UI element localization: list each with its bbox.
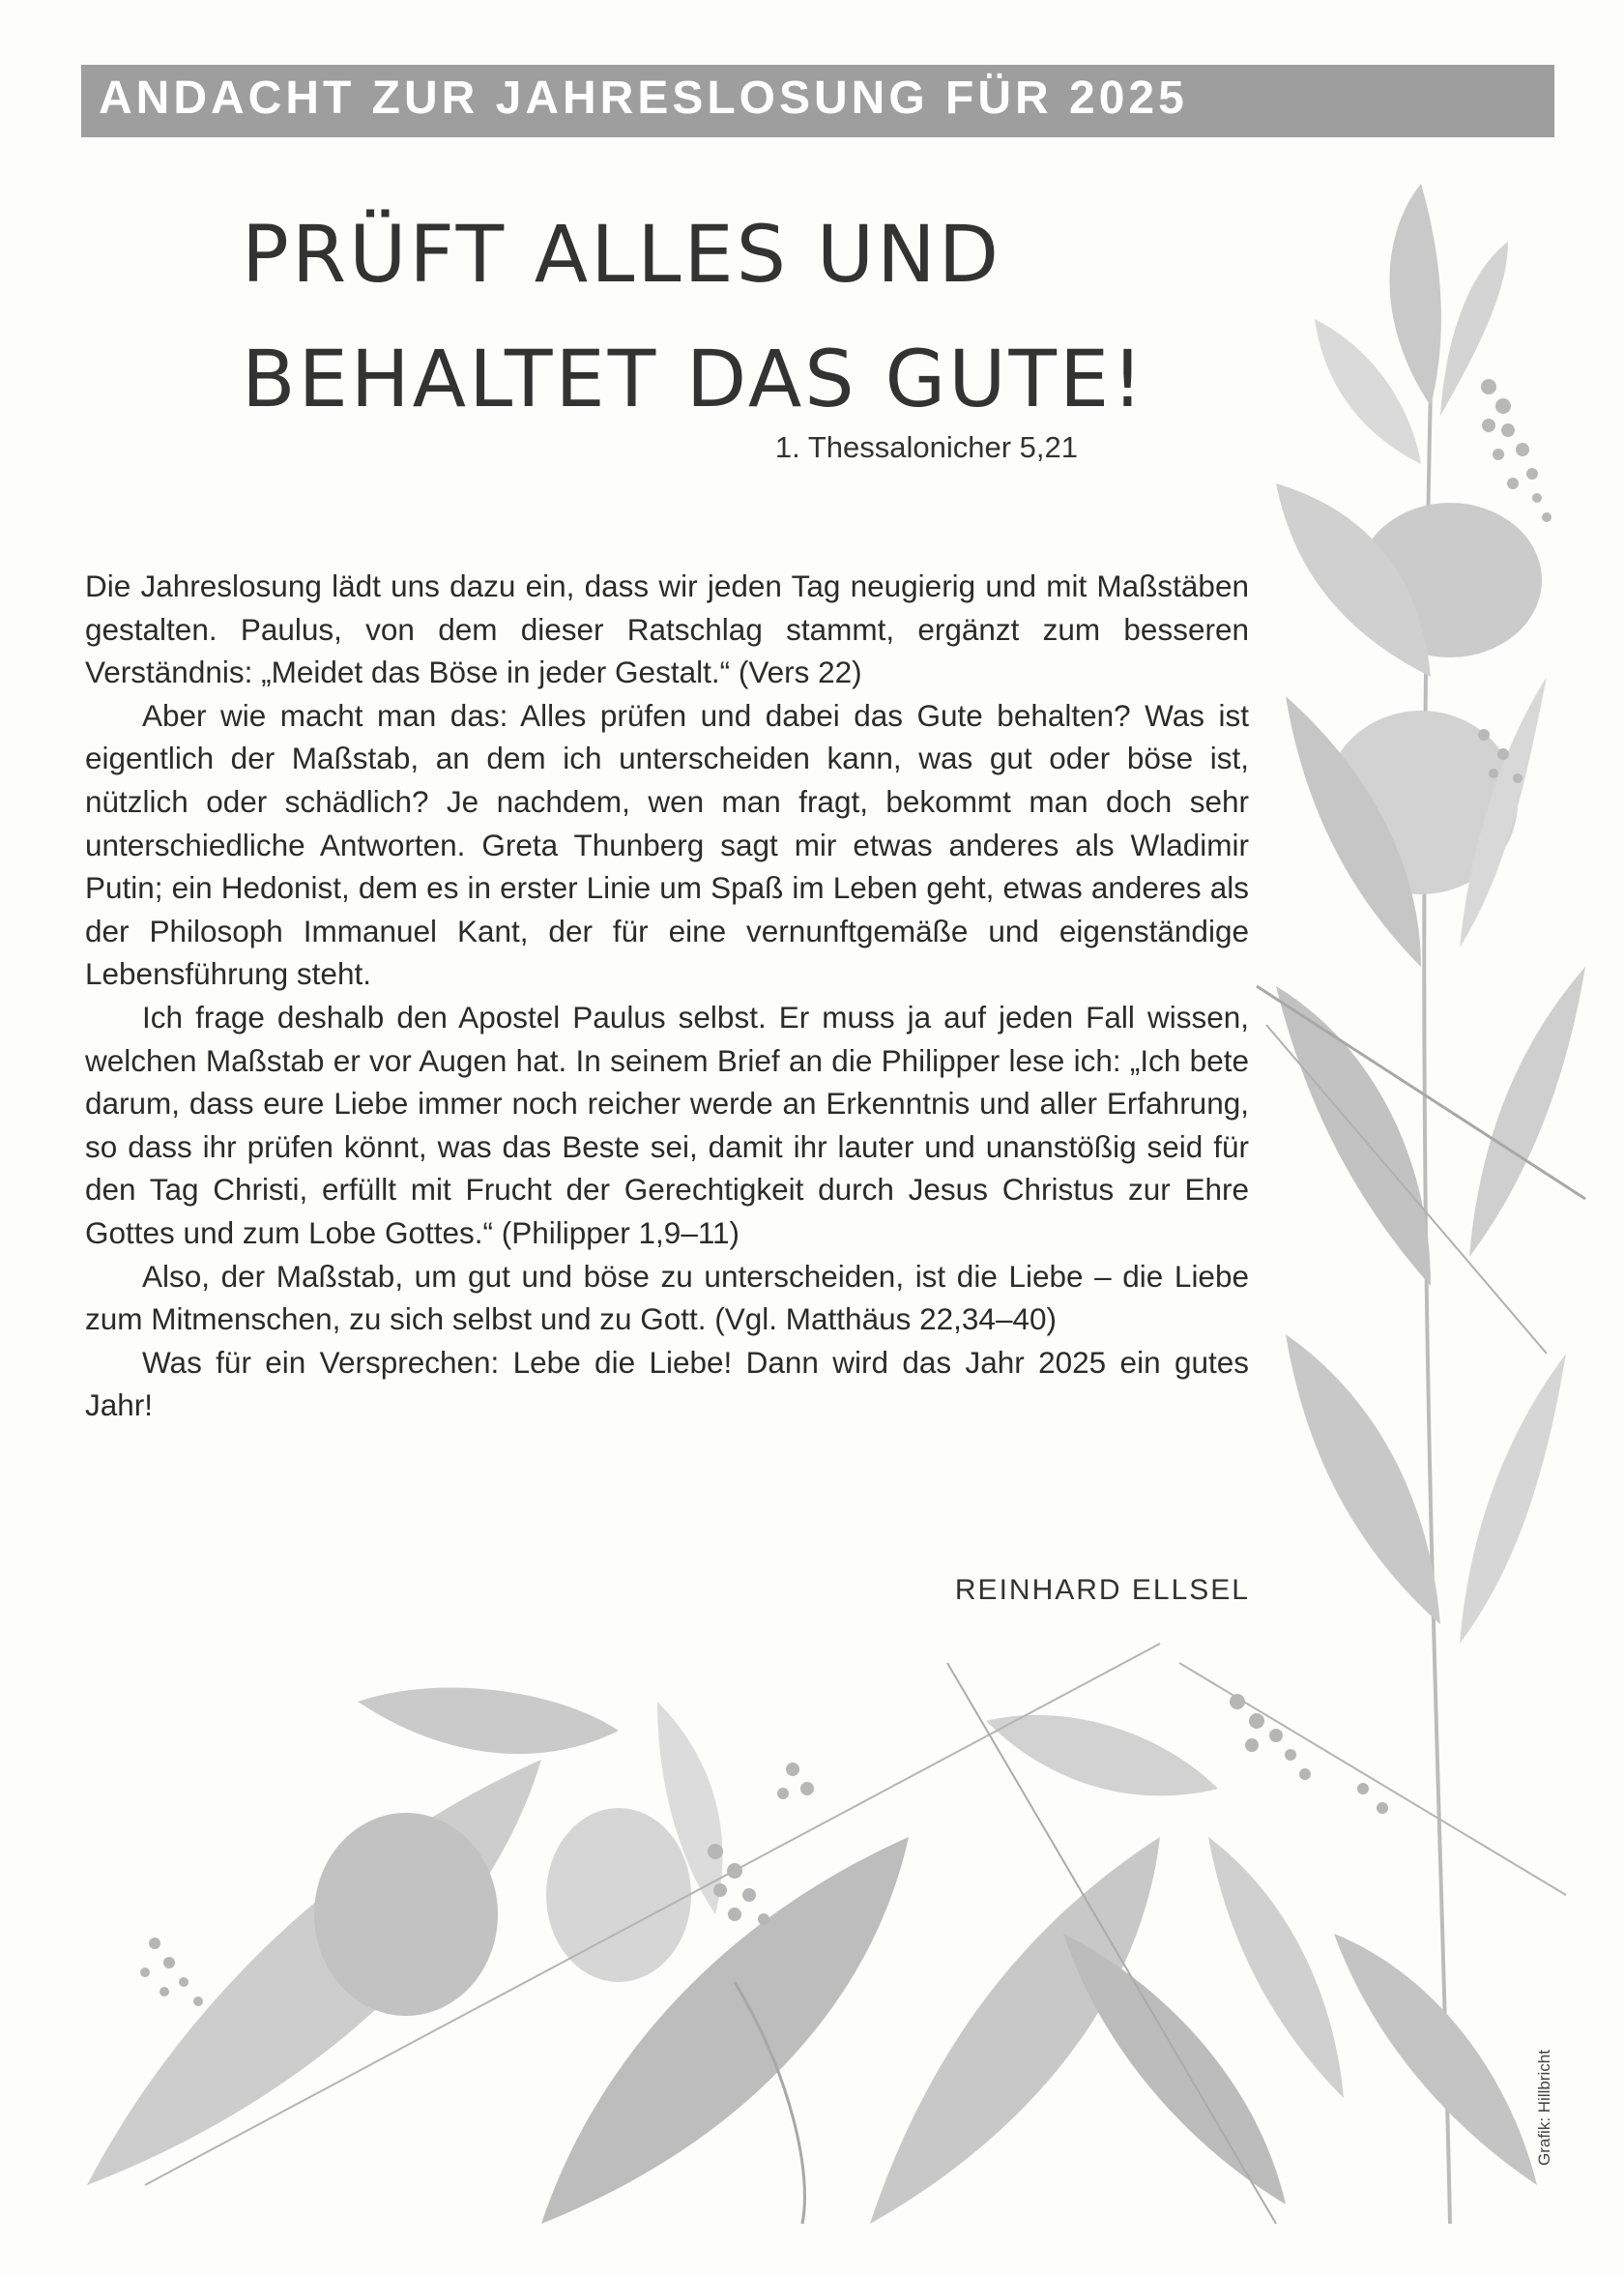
paragraph: Ich frage deshalb den Apostel Paulus selbst. Er muss ja auf jeden Fall wissen, welchen Maßstab er vor Augen hat. In seinem Brief an die Philipper lese ich: „Ich bete darum, dass eure Liebe immer noch reicher werde an Erkenntnis und aller Erfahrung, so dass ihr prüfen könnt, was das Beste sei, damit ihr lauter und unanstößig seid für den Tag Christi, erfüllt mit Frucht der Gerechtigkeit durch Jesus Christus zur Ehre Gottes und zum Lobe Gottes.“ (Philipper 1,9–11): [85, 999, 1249, 1250]
paragraph: Die Jahreslosung lädt uns dazu ein, dass wir jeden Tag neugierig und mit Maßstäben gestalten. Paulus, von dem dieser Ratschlag stammt, ergänzt zum besseren Verständnis: „Meidet das Böse in jeder Gestalt.“ (Vers 22): [85, 568, 1249, 690]
author-name: REINHARD ELLSEL: [954, 1574, 1250, 1606]
bible-reference: 1. Thessalonicher 5,21: [774, 430, 1078, 464]
image-credit: Grafik: Hillbricht: [1535, 2050, 1553, 2166]
title-line-2: BEHALTET DAS GUTE!: [242, 335, 1146, 425]
foliage-bottom: [87, 1644, 1566, 2224]
section-header: ANDACHT ZUR JAHRESLOSUNG FÜR 2025: [99, 73, 1188, 124]
paragraph: Also, der Maßstab, um gut und böse zu unterscheiden, ist die Liebe – die Liebe zum Mitmenschen, zu sich selbst und zu Gott. (Vgl. Matthäus 22,34–40): [85, 1258, 1249, 1337]
article-body: [85, 565, 1249, 1427]
foliage-right-column: [1257, 184, 1585, 2224]
title-line-1: PRÜFT ALLES UND: [242, 210, 1002, 301]
paragraph: Aber wie macht man das: Alles prüfen und dabei das Gute behalten? Was ist eigentlich der Maßstab, an dem ich unterscheiden kann, was gut oder böse ist, nützlich oder schädlich? Je nachdem, wen man fragt, bekommt man doch sehr unterschiedliche Antworten. Greta Thunberg sagt mir etwas anderes als Wladimir Putin; ein Hedonist, dem es in erster Linie um Spaß im Leben geht, etwas anderes als der Philosoph Immanuel Kant, der für eine vernunftgemäße und eigenständige Lebensführung steht.: [85, 697, 1249, 992]
page-title: [242, 193, 1208, 443]
paragraph: Was für ein Versprechen: Lebe die Liebe! Dann wird das Jahr 2025 ein gutes Jahr!: [85, 1344, 1249, 1423]
